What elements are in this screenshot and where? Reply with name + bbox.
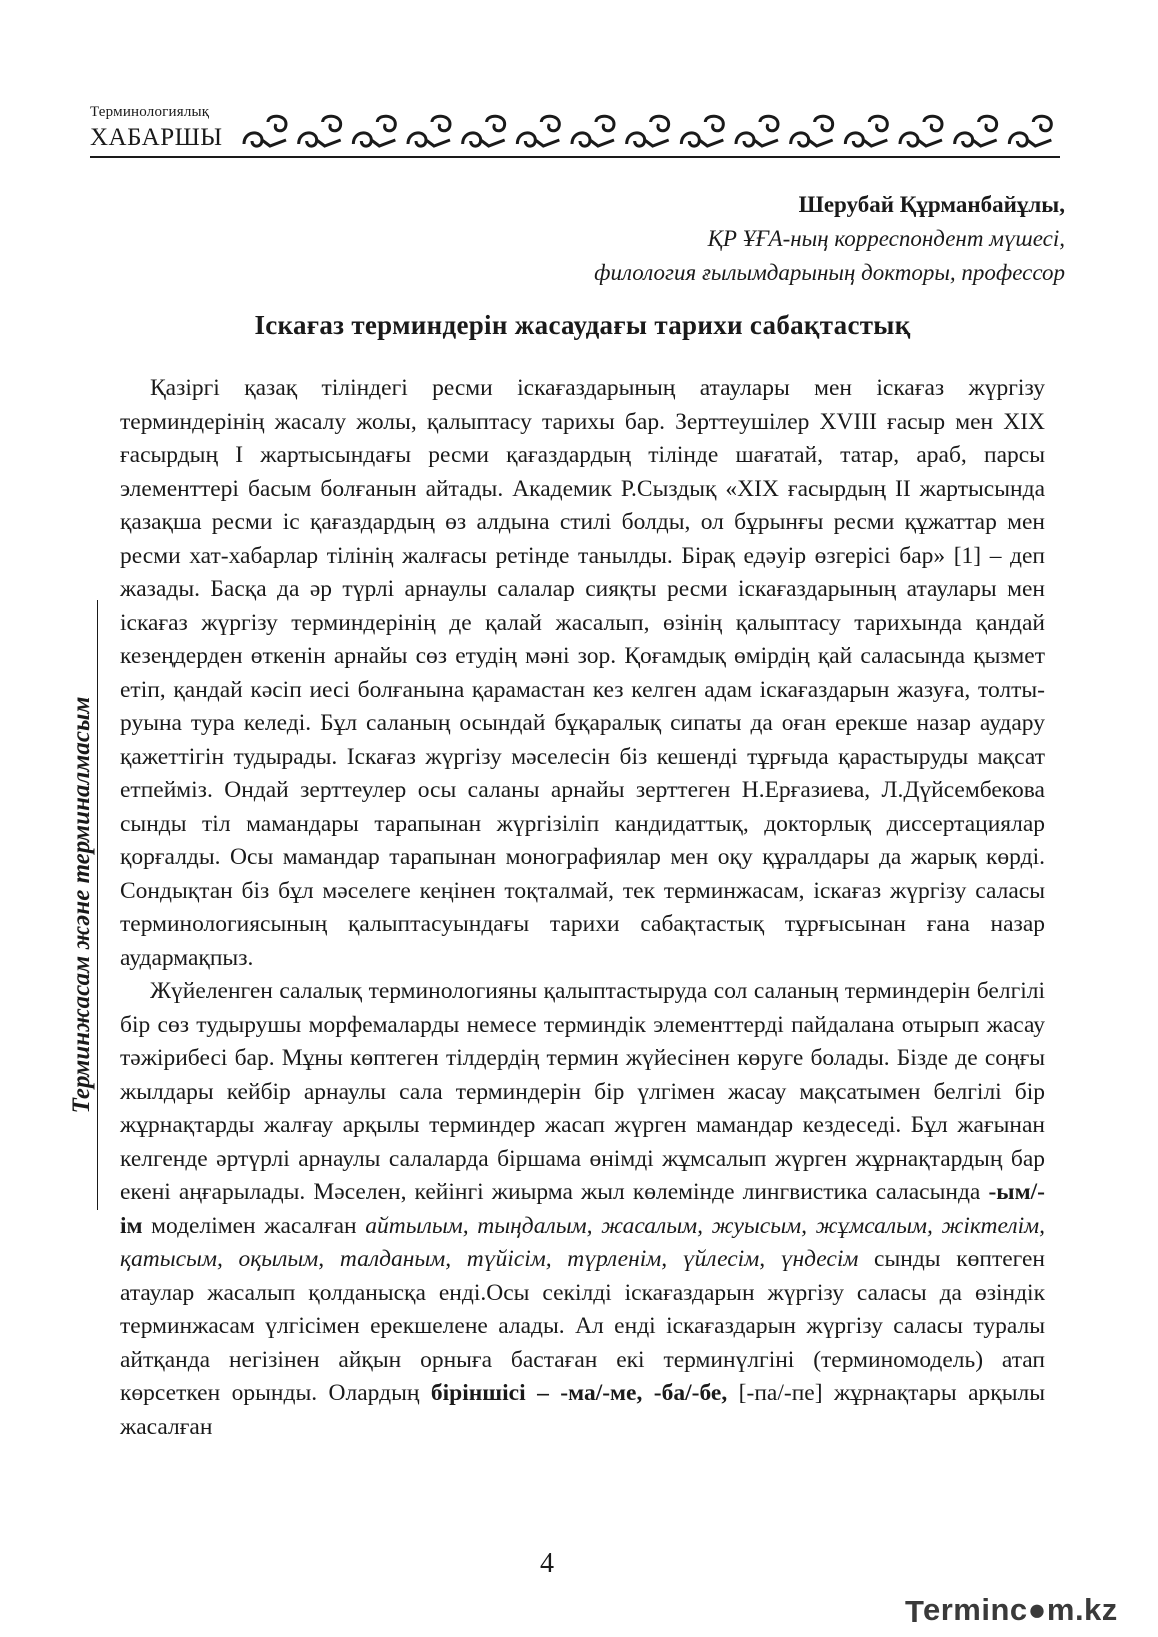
- author-name: Шерубай Құрманбайұлы,: [798, 192, 1065, 217]
- paragraph-1: Қазіргі қазақ тіліндегі ресми іскағаздарының атаулары мен іскағаз жүргізу терминдерінің жасалу жолы, қалыптасу тарихы бар. Зерттеушілер XVIII ғасыр мен XIX ғасырдың І жартысындағы ресми қағаздардың тілінде шағатай, татар, араб, парсы элементтері басым болғанын айтады. Академик Р.Сыздық «ХІХ ғасырдың ІІ жартысында қазақша ресми іс қағаздардың өз алдына стилі болды, ол бұрынғы ресми құжаттар мен ресми хат-хабарлар тілінің жалғасы ретінде танылды. Бірақ едәуір өзгерісі бар» [1] – деп жазады. Басқа да әр түрлі арнаулы салалар сияқты ресми іскағаздарының атаулары мен іскағаз жүргізу терминдерінің де қалай жасалып, өзінің қалыптасу тарихында қандай кезеңдерден өткенін арнайы сөз етудің мәні зор. Қоғамдық өмірдің қай саласында қызмет етіп, қандай кәсіп иесі болғанына қарамастан кез келген адам іскағаздарын жазуға, толтыруына тура келеді. Бұл саланың осындай бұқаралық сипаты да оған ерекше назар аудару қажеттігін тудырады. Іскағаз жүргізу мәселесін біз кешенді тұрғыда қарастыруды мақсат етпейміз. Ондай зерттеулер осы саланы арнайы зерттеген Н.Ерғазиева, Л.Дүйсембекова сынды тіл мамандары тарапынан жүргізіліп кандидаттық, докторлық диссертациялар қорғалды. Осы мамандар тарапынан монографиялар мен оқу құралдары да жарық көрді. Сондықтан біз бұл мәселеге кеңінен тоқталмай, тек терминжасам, іскағаз жүргізу саласы терминологиясының қалыптасуындағы тарихи сабақтастық тұрғысынан ғана назар аудармақпыз.: [120, 375, 1045, 971]
- ornament-motif: [1009, 116, 1051, 146]
- termincom-logo: [905, 1592, 1118, 1629]
- journal-name-small: Терминологиялық: [90, 104, 210, 120]
- section-label: [62, 610, 102, 1200]
- paragraph-2-text-e: сынды көптеген атаулар жасалып қолданысқа енді.Осы секілді іскағаздарын жүргізу саласы да өзіндік терминжасам үлгісімен ерекшелене алады. Ал енді іскағаздарын жүргізу саласы туралы айтқанда негізінен айқын орнығa бастаған екі терминүлгіні (терминомодель) атап көрсеткен орынды. Олардың: [120, 1246, 1045, 1406]
- author-block: [594, 188, 1065, 290]
- paragraph-2-text-g: [-па/-пе] жұрнақтары арқылы жасалған: [120, 1380, 1045, 1440]
- ornament-motif: [681, 116, 723, 146]
- ornament-motif: [791, 116, 833, 146]
- logo-text: erminc●m.kz: [923, 1592, 1118, 1627]
- article-body: [120, 372, 1045, 1444]
- ornament-motif: [463, 116, 505, 146]
- ornament-motif: [900, 116, 942, 146]
- ornament-motif: [517, 116, 559, 146]
- ornament-band: [240, 110, 1060, 154]
- term-examples-italic: айтылым, тыңдалым, жасалым, жуысым, жұмсалым, жіктелім, қатысым, оқылым, талданым, түйісім, түрленім, үйлесім, үндесім: [120, 1212, 1045, 1272]
- author-role-2: филология ғылымдарының докторы, профессор: [594, 260, 1065, 285]
- ornament-motif: [572, 116, 614, 146]
- ornament-motif: [627, 116, 669, 146]
- journal-name-big: ХАБАРШЫ: [90, 124, 223, 151]
- ornament-motif: [408, 116, 450, 146]
- paragraph-2: [120, 975, 1045, 1444]
- ornament-motif: [955, 116, 997, 146]
- first-model-bold: біріншісі – -ма/-ме, -ба/-бе,: [430, 1380, 728, 1406]
- suffix-model-bold: -ым/-ім: [120, 1179, 1045, 1239]
- paragraph-2-text-c: моделімен жасалған: [142, 1212, 366, 1239]
- journal-header: [90, 104, 1060, 160]
- paragraph-2-text-a: Жүйеленген салалық терминологияны қалыптастыруда сол саланың терминдерін белгілі бір сөз тудырушы морфемаларды немесе терминдік элементтерді пайдалана отырып жасау тәжірибесі бар. Мұны көптеген тілдердің термин жүйесінен көруге болады. Бізде де соңғы жылдары кейбір арнаулы сала терминдерін бір үлгімен жасау мақсатымен белгілі бір жұрнақтарды жалғау арқылы терминдер жасап жүрген мамандар кездеседі. Бұл жағынан келгенде әртүрлі арнаулы салаларда біршама өнімді жұмсалып жүрген жұрнақтардың бар екені аңғарылады. Мәселен, кейінгі жиырма жыл көлемінде лингвистика саласында: [120, 978, 1045, 1205]
- page-number: 4: [540, 1548, 554, 1579]
- article-title: Іскағаз терминдерін жасаудағы тарихи сабақтастық: [254, 310, 911, 340]
- header-rule: [90, 156, 1060, 158]
- ornament-motif: [845, 116, 887, 146]
- ornament-motif: [244, 116, 286, 146]
- ornament-motif: [299, 116, 341, 146]
- section-label-text: Терминжасам және терминалмасым: [68, 696, 95, 1114]
- ornament-motif: [736, 116, 778, 146]
- author-role-1: ҚР ҰҒА-ның корреспондент мүшесі,: [707, 226, 1065, 251]
- ornament-motif: [353, 116, 395, 146]
- logo-letter-t: T: [905, 1594, 924, 1629]
